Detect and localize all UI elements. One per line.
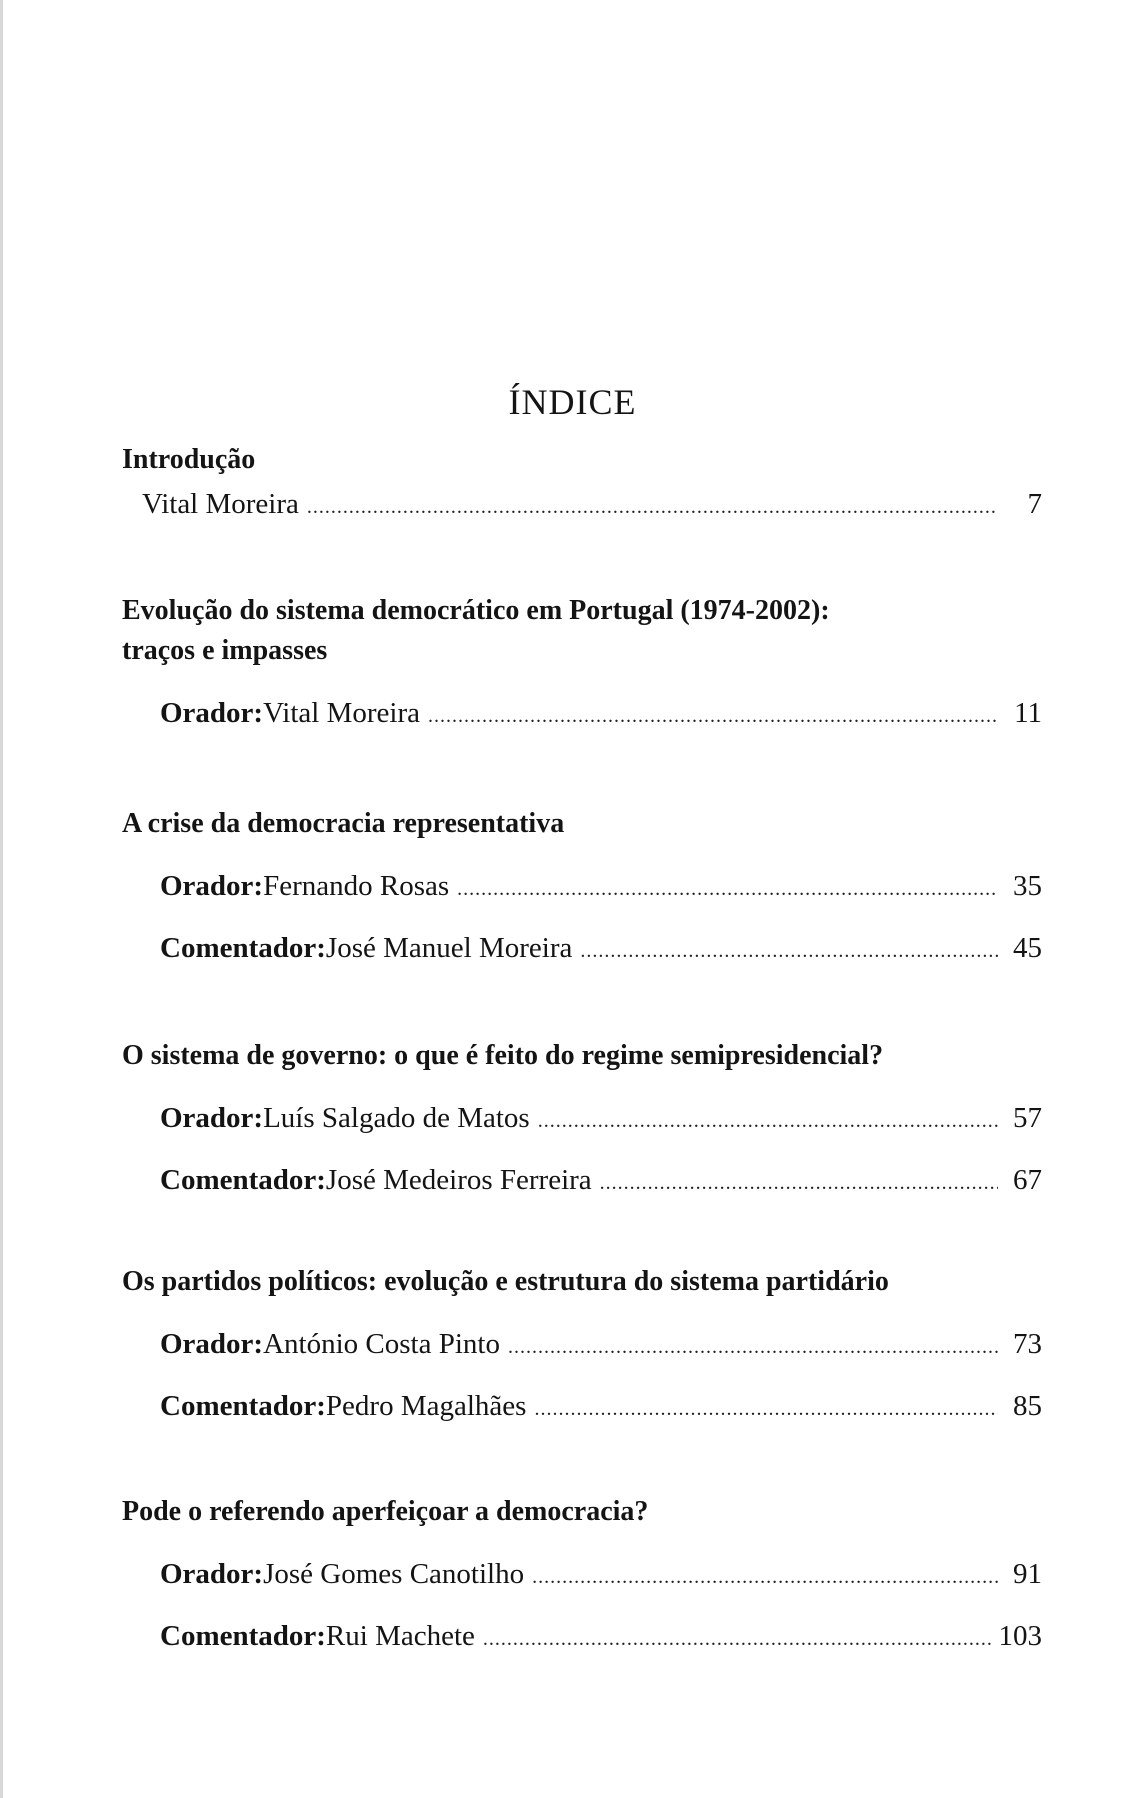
section-title: Pode o referendo aperfeiçoar a democracia? xyxy=(122,1496,649,1527)
toc-section-introducao xyxy=(122,440,1042,524)
toc-entry[interactable] xyxy=(160,866,1042,906)
dot-leader xyxy=(538,1101,998,1141)
speaker-name: Vital Moreira xyxy=(263,697,420,729)
toc-entry[interactable] xyxy=(160,1160,1042,1200)
page-number: 57 xyxy=(1013,1102,1042,1134)
toc-entry[interactable] xyxy=(160,1554,1042,1594)
page-number: 73 xyxy=(1013,1328,1042,1360)
page-number: 67 xyxy=(1013,1164,1042,1196)
toc-section-crise xyxy=(122,804,1042,968)
role-label: Comentador: xyxy=(160,1164,326,1196)
speaker-name: Fernando Rosas xyxy=(263,870,450,902)
dot-leader xyxy=(580,931,998,971)
toc-section-partidos xyxy=(122,1262,1042,1426)
speaker-name: Rui Machete xyxy=(325,1620,475,1652)
dot-leader xyxy=(532,1557,998,1597)
toc-entry[interactable] xyxy=(160,693,1042,733)
dot-leader xyxy=(534,1389,998,1429)
section-title: Introdução xyxy=(122,444,256,475)
section-title: Os partidos políticos: evolução e estrutura do sistema partidário xyxy=(122,1266,889,1297)
speaker-name: Luís Salgado de Matos xyxy=(263,1102,530,1134)
page-number: 85 xyxy=(1013,1390,1042,1422)
toc-entry[interactable] xyxy=(160,1098,1042,1138)
role-label: Orador: xyxy=(160,1102,264,1134)
role-label: Orador: xyxy=(160,697,264,729)
role-label: Orador: xyxy=(160,1328,264,1360)
page-number: 103 xyxy=(998,1620,1042,1652)
page-title: ÍNDICE xyxy=(508,382,637,423)
role-label: Comentador: xyxy=(160,1620,326,1652)
role-label: Comentador: xyxy=(160,1390,326,1422)
speaker-name: Vital Moreira xyxy=(142,488,299,520)
role-label: Comentador: xyxy=(160,932,326,964)
toc-entry[interactable] xyxy=(160,1386,1042,1426)
dot-leader xyxy=(307,487,998,527)
toc-entry[interactable] xyxy=(160,1324,1042,1364)
toc-section-evolucao xyxy=(122,591,1042,733)
toc-entry[interactable] xyxy=(160,1616,1042,1656)
speaker-name: José Manuel Moreira xyxy=(325,932,573,964)
dot-leader xyxy=(508,1327,998,1367)
section-title-continued: traços e impasses xyxy=(122,635,328,666)
speaker-name: José Medeiros Ferreira xyxy=(325,1164,592,1196)
section-title: A crise da democracia representativa xyxy=(122,808,565,839)
toc-entry[interactable] xyxy=(160,928,1042,968)
page-number: 91 xyxy=(1013,1558,1042,1590)
toc-section-referendo xyxy=(122,1492,1042,1656)
page-number: 45 xyxy=(1013,932,1042,964)
role-label: Orador: xyxy=(160,1558,264,1590)
page-number: 35 xyxy=(1013,870,1042,902)
role-label: Orador: xyxy=(160,870,264,902)
page-edge-shadow xyxy=(0,0,3,1798)
speaker-name: José Gomes Canotilho xyxy=(263,1558,525,1590)
dot-leader xyxy=(428,696,998,736)
speaker-name: Pedro Magalhães xyxy=(325,1390,527,1422)
toc-entry[interactable] xyxy=(142,484,1042,524)
speaker-name: António Costa Pinto xyxy=(263,1328,500,1360)
dot-leader xyxy=(483,1619,991,1659)
toc-section-sistema-governo xyxy=(122,1036,1042,1200)
section-title: O sistema de governo: o que é feito do regime semipresidencial? xyxy=(122,1040,884,1071)
dot-leader xyxy=(600,1163,998,1203)
section-title: Evolução do sistema democrático em Portugal (1974-2002): xyxy=(122,595,830,626)
page-number: 7 xyxy=(1027,488,1042,520)
page-number: 11 xyxy=(1014,697,1042,729)
dot-leader xyxy=(457,869,998,909)
